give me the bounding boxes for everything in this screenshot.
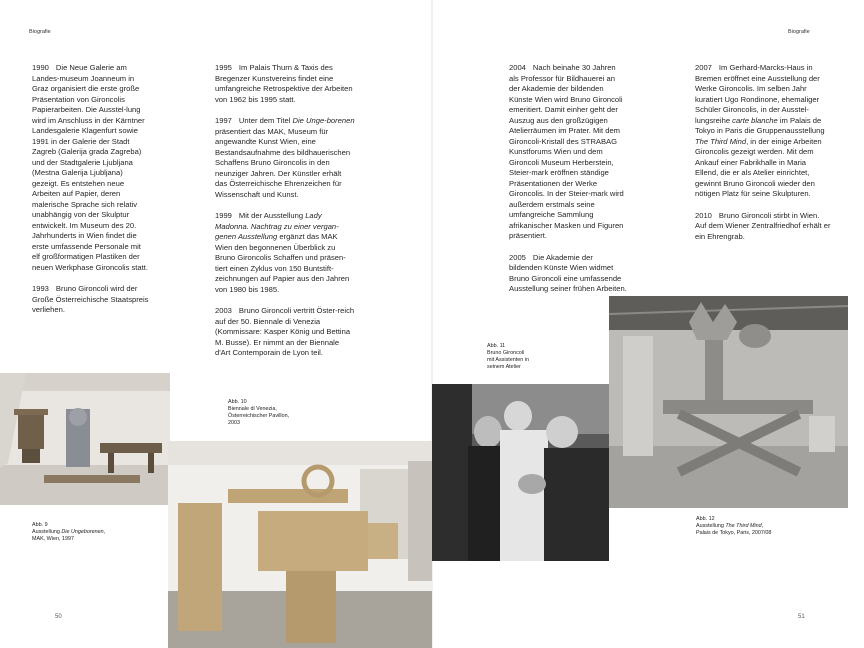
page-number-right: 51 (798, 614, 805, 620)
bio-entry-1997: 1997 Unter dem Titel Die Unge-borenen präsentiert das MAK, Museum für angewandte Kunst Wien, eine Bestandsaufnahme des bildhauerischen Schaffens Bruno Gironcolis in den neunziger Jahren. Der Künstler erhält das Österreichische Ehrenzeichen für Wissenschaft und Kunst. (215, 116, 355, 199)
bio-entry-2003: 2003 Bruno Gironcoli vertritt Öster-reich auf der 50. Biennale di Venezia (Kommissare: Kasper König und Bettina M. Busse). Er nimmt an der Biennale d'Art Contemporain de Lyon teil. (215, 306, 355, 357)
bio-entry-1993: 1993 Bruno Gironcoli wird der Große Österreichische Staatspreis verliehen. (32, 284, 149, 314)
running-head-left: Biografie (29, 29, 51, 35)
caption-abb10: Abb. 10 Biennale di Venezia, Österreichischer Pavillon, 2003 (228, 399, 290, 426)
photo-abb10 (168, 441, 432, 648)
bio-entry-2005: 2005 Die Akademie der bildenden Künste Wien widmet Bruno Gironcoli eine umfassende Ausstellung seiner frühen Arbeiten. (509, 252, 627, 293)
photo-exhibition-hall-icon (0, 373, 170, 505)
bio-column-3 (509, 63, 627, 306)
bio-column-1 (32, 63, 150, 327)
photo-abb12 (609, 296, 848, 508)
bio-entry-1999: 1999 Mit der Ausstellung Lady Madonna. Nachtrag zu einer vergan-genen Ausstellung ergänzt das MAK Wien den begonnenen Überblick zu Bruno Gironcolis Schaffen und präsen-tiert einen Zyklus von 150 Buntstift-zeichnungen auf Papier aus den Jahren von 1980 bis 1985. (215, 211, 350, 294)
photo-sculpture-pavilion-icon (168, 441, 432, 648)
caption-abb11: Abb. 11 Bruno Gironcoli mit Assistenten in seinem Atelier (487, 343, 529, 370)
photo-abb11 (432, 384, 609, 561)
caption-abb12: Abb. 12 Ausstellung The Third Mind, Palais de Tokyo, Paris, 2007/08 (696, 516, 772, 536)
bio-entry-1990: 1990 Die Neue Galerie am Landes-museum Joanneum in Graz organisiert die erste große Präsentation von Gironcolis Papierarbeiten. Die Ausstel-lung wird im Anschluss in der Kärntner Landesgalerie Klagenfurt sowie 1991 in der Galerie der Stadt Zagreb (Galerija grada Zagreba) und der Stadtgalerie Ljubljana (Mestna Galerija Ljubljana) gezeigt. Es entstehen neue Arbeiten auf Papier, deren malerische Sprache sich relativ unabhängig von der Skulptur entwickelt. Im Museum des 20. Jahrhunderts in Wien findet die erste umfassende Personale mit elf großformatigen Plastiken der neuen Werkphase Gironcolis statt. (32, 63, 148, 272)
bio-entry-2004: 2004 Nach beinahe 30 Jahren als Professor für Bildhauerei an der Akademie der bildenden Künste Wien wird Bruno Gironcoli emeritiert. Damit einher geht der Auszug aus den großzügigen Atelierräumen im Prater. Mit dem Gironcoli-Kristall des STRABAG Kunstforums Wien und dem Gironcoli Museum Herberstein, Steier-mark eröffnen ständige Präsentationen der Werke Gironcolis. In der Steier-mark wird außerdem erstmals seine umfangreiche Sammlung afrikanischer Masken und Figuren präsentiert. (509, 63, 624, 240)
photo-large-sculpture-hall-icon (609, 296, 848, 508)
bio-column-4 (695, 63, 831, 253)
photo-artist-with-assistants-icon (432, 384, 609, 561)
running-head-right: Biografie (788, 29, 810, 35)
photo-abb9 (0, 373, 170, 505)
bio-entry-1995: 1995 Im Palais Thurn & Taxis des Bregenzer Kunstvereins findet eine umfangreiche Retrospektive der Arbeiten von 1962 bis 1995 statt. (215, 63, 353, 104)
caption-abb9: Abb. 9 Ausstellung Die Ungeborenen, MAK, Wien, 1997 (32, 522, 106, 542)
page-number-left: 50 (55, 614, 62, 620)
bio-column-2 (215, 63, 355, 370)
bio-entry-2007: 2007 Im Gerhard-Marcks-Haus in Bremen eröffnet eine Ausstellung der Werke Gironcolis. Im selben Jahr kuratiert Ugo Rondinone, ehemaliger Schüler Gironcolis, in der Ausstel-lungsreihe carte blanche im Palais de Tokyo in Paris die Gruppenausstellung The Third Mind, in der einige Arbeiten Gironcolis gezeigt werden. Mit dem Ankauf einer Fabrikhalle in Maria Ellend, die er als Atelier einrichtet, gewinnt Bruno Gironcoli wieder den nötigen Platz für seine Skulpturen. (695, 63, 825, 198)
bio-entry-2010: 2010 Bruno Gironcoli stirbt in Wien. Auf dem Wiener Zentralfriedhof erhält er ein Ehrengrab. (695, 210, 831, 241)
